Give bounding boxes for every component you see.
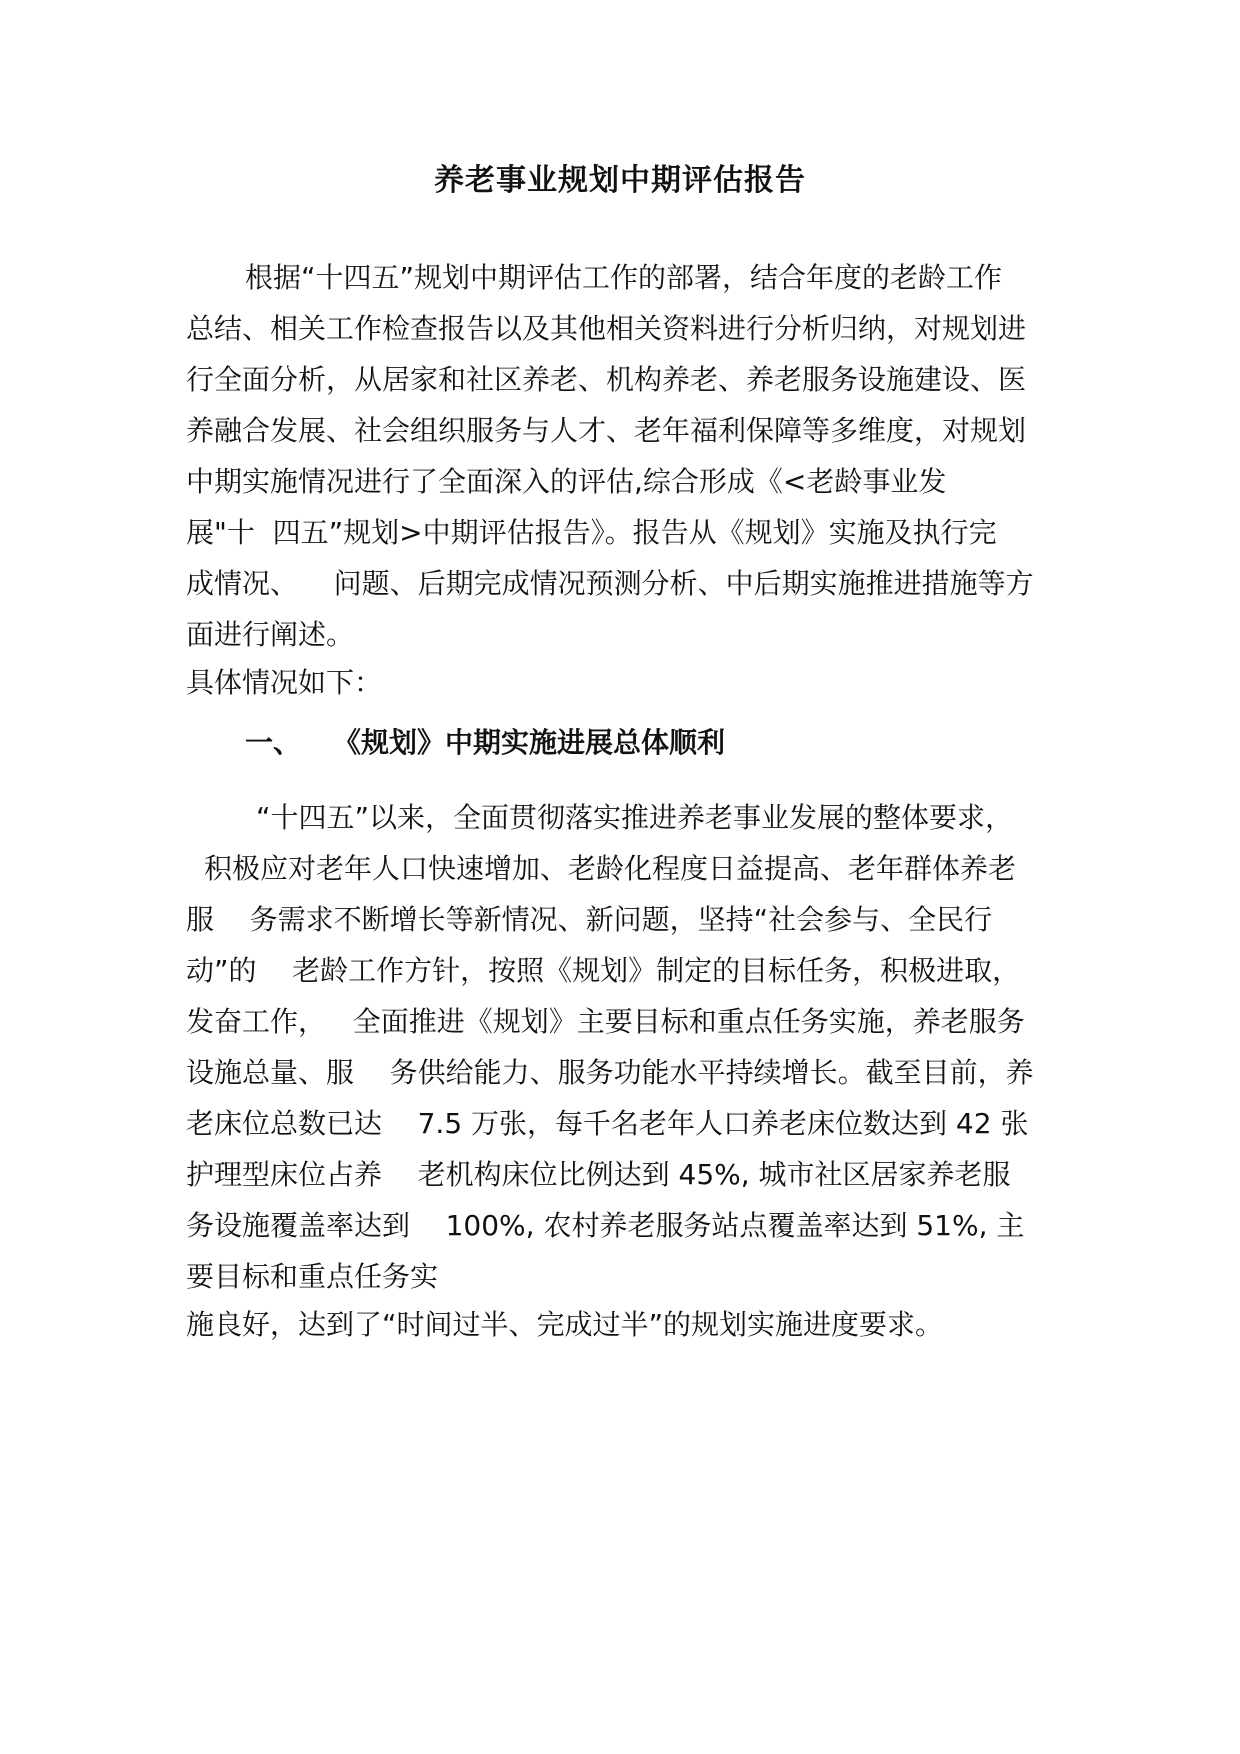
section1-line-8: 护理型床位占养 老机构床位比例达到 45%, 城市社区居家养老服	[186, 1158, 1011, 1191]
section1-line-1: “十四五”以来，全面贯彻落实推进养老事业发展的整体要求，	[256, 801, 1014, 834]
paragraph1-line-1: 根据“十四五”规划中期评估工作的部署，结合年度的老龄工作	[245, 261, 1003, 294]
document-title: 养老事业规划中期评估报告	[434, 163, 806, 198]
section1-line-11: 施良好，达到了“时间过半、完成过半”的规划实施进度要求。	[186, 1308, 944, 1341]
paragraph1-line-7: 成情况、 问题、后期完成情况预测分析、中后期实施推进措施等方	[186, 567, 1034, 600]
paragraph1-line-4: 养融合发展、社会组织服务与人才、老年福利保障等多维度，对规划	[186, 414, 1027, 447]
section1-heading: 《规划》中期实施进展总体顺利	[333, 726, 726, 759]
paragraph1-line-3: 行全面分析，从居家和社区养老、机构养老、养老服务设施建设、医	[186, 363, 1027, 396]
section1-line-9: 务设施覆盖率达到 100%, 农村养老服务站点覆盖率达到 51%, 主	[186, 1209, 1025, 1242]
section1-number: 一、	[245, 726, 302, 759]
section1-line-4: 动”的 老龄工作方针，按照《规划》制定的目标任务，积极进取，	[186, 954, 1021, 987]
paragraph1-line-6: 展"十 四五”规划>中期评估报告》。报告从《规划》实施及执行完	[186, 516, 997, 549]
section1-line-5: 发奋工作， 全面推进《规划》主要目标和重点任务实施，养老服务	[186, 1005, 1025, 1038]
paragraph1-line-5: 中期实施情况进行了全面深入的评估,综合形成《<老龄事业发	[186, 465, 947, 498]
section1-line-7: 老床位总数已达 7.5 万张，每千名老年人口养老床位数达到 42 张	[186, 1107, 1029, 1140]
paragraph1-line-8: 面进行阐述。	[186, 618, 355, 651]
section1-line-2: 积极应对老年人口快速增加、老龄化程度日益提高、老年群体养老	[204, 852, 1017, 885]
paragraph1-line-2: 总结、相关工作检查报告以及其他相关资料进行分析归纳，对规划进	[186, 312, 1027, 345]
section1-line-10: 要目标和重点任务实	[186, 1260, 439, 1293]
section1-line-6: 设施总量、服 务供给能力、服务功能水平持续增长。截至目前，养	[186, 1056, 1034, 1089]
paragraph1-line-9: 具体情况如下：	[186, 666, 383, 699]
section1-line-3: 服 务需求不断增长等新情况、新问题，坚持“社会参与、全民行	[186, 903, 993, 936]
